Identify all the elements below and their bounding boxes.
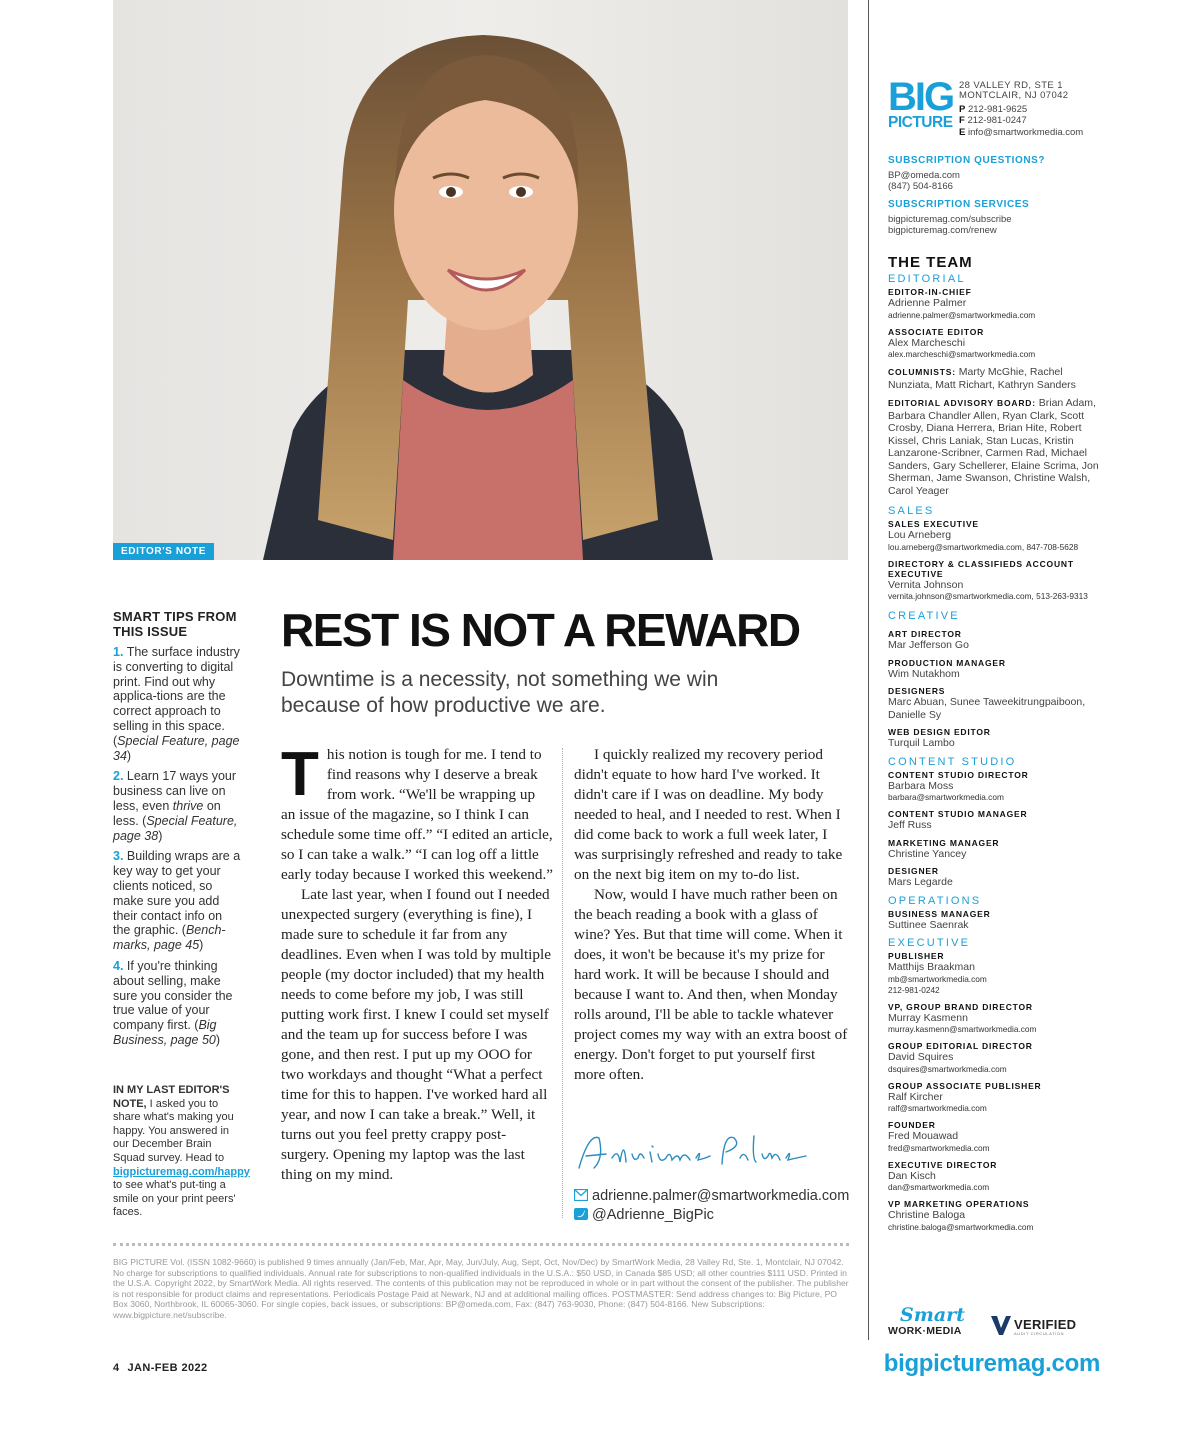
body-column-2 — [574, 745, 849, 1085]
tip-number: 4. — [113, 958, 124, 973]
fax-label: F — [959, 115, 965, 127]
tip-text: Learn 17 ways your business can live on less, even — [113, 769, 237, 813]
phone-line — [959, 104, 1083, 115]
signature — [574, 1128, 814, 1178]
role-title: CONTENT STUDIO DIRECTOR — [888, 769, 1029, 780]
person-email: lou.arneberg@smartworkmedia.com, 847-708-5628 — [888, 541, 1079, 552]
fineprint-divider — [113, 1243, 849, 1246]
person-names: Brian Adam, Barbara Chandler Allen, Ryan Clark, Scott Crosby, Diana Herrera, Brian Hite, Robert Kissel, Chris Laniak, Stan Lucas, Kristin Lanzarone-Scribner, Carmen Rad, Michael Sanders, Gary Schellerer, Elaine Scrima, Jon Sherman, Jame Swanson, Christine Walsh, Carol Yeager — [888, 397, 1099, 497]
tip-reference: Special Feature, page 34 — [113, 733, 240, 763]
twitter-icon — [574, 1208, 588, 1220]
person-name: Fred Mouawad — [888, 1130, 959, 1142]
role-title: BUSINESS MANAGER — [888, 908, 991, 919]
role-title: COLUMNISTS: — [888, 367, 956, 377]
team-masthead — [888, 254, 1108, 1233]
address-line: MONTCLAIR, NJ 07042 — [959, 90, 1069, 102]
person-name: Christine Yancey — [888, 847, 967, 860]
tip-tail: ) — [199, 938, 204, 953]
role-title: GROUP ASSOCIATE PUBLISHER — [888, 1080, 1042, 1091]
dept-executive: EXECUTIVE — [888, 937, 971, 949]
person-name: Lou Arneberg — [888, 529, 952, 541]
dept-creative: CREATIVE — [888, 610, 960, 622]
body-paragraph: I quickly realized my recovery period didn't equate to how hard I've worked. It didn't care if I was on deadline. My body needed to heal, and I needed to rest. When I did come back to work a full week later, I was surprisingly refreshed and ready to take on the next big item on my to-do list. — [574, 746, 843, 883]
role-title: VP, GROUP BRAND DIRECTOR — [888, 1001, 1033, 1012]
tip-text: The surface industry is converting to digital print. Find out why applica-tions are the correct approach to selling in this space. ( — [113, 645, 240, 748]
role-title: DESIGNER — [888, 866, 939, 876]
fax-value: 212-981-0247 — [967, 115, 1027, 127]
person-name: Barbara Moss — [888, 779, 954, 792]
dept-editorial: EDITORIAL — [888, 273, 966, 285]
person-name: Murray Kasmenn — [888, 1011, 968, 1024]
person-name: David Squires — [888, 1051, 954, 1063]
tip-reference: Bench-marks, page 45 — [113, 923, 226, 953]
person-email: vernita.johnson@smartworkmedia.com, 513-263-9313 — [888, 591, 1088, 601]
editors-note-tag: EDITOR'S NOTE — [113, 543, 214, 560]
page-number: 4 — [113, 1362, 120, 1374]
role-title: GROUP EDITORIAL DIRECTOR — [888, 1041, 1033, 1051]
last-note-lead: IN MY LAST EDITOR'S NOTE, — [113, 1084, 230, 1110]
email-label: E — [959, 126, 966, 138]
person-name: Alex Marcheschi — [888, 336, 966, 349]
email-line — [959, 127, 1083, 138]
person-email: dsquires@smartworkmedia.com — [888, 1063, 1007, 1074]
body-paragraph: his notion is tough for me. I tend to find reasons why I deserve a break from work. “We'll be wrapping up an issue of the magazine, so I think I can schedule some time off.” “I edited an article, so I can take a walk.” “I can log off a little early today because I worked this weekend.” — [281, 746, 553, 883]
tip-item — [113, 959, 241, 1048]
verified-text: VERIFIED — [1014, 1317, 1077, 1332]
person-name: Christine Baloga — [888, 1209, 966, 1221]
tip-reference: Big Business, page 50 — [113, 1018, 217, 1047]
publisher-logos — [888, 1304, 1103, 1340]
role-title: SALES EXECUTIVE — [888, 519, 979, 529]
email-value: info@smartworkmedia.com — [967, 126, 1084, 138]
last-editors-note — [113, 1084, 250, 1220]
masthead-contacts — [959, 104, 1083, 138]
dek: Downtime is a necessity, not something we win because of how productive we are. — [281, 668, 719, 717]
page-folio — [113, 1362, 216, 1374]
smartwork-logo-text: WORK·MEDIA — [888, 1325, 962, 1337]
person-email: barbara@smartworkmedia.com — [888, 792, 1004, 802]
big-picture-logo — [888, 75, 954, 136]
team-heading: THE TEAM — [888, 254, 973, 271]
masthead-address — [959, 81, 1069, 101]
person-email: adrienne.palmer@smartworkmedia.com — [888, 309, 1036, 320]
advisory-board — [888, 397, 1108, 497]
phone-label: P — [959, 104, 966, 115]
tip-tail: ) — [215, 1032, 221, 1047]
tip-emphasis: thrive — [172, 798, 204, 813]
fax-line — [959, 115, 1083, 126]
tip-tail: ) — [126, 748, 132, 763]
role-title: MARKETING MANAGER — [888, 837, 1000, 848]
smart-tips-heading: SMART TIPS FROM THIS ISSUE — [113, 609, 237, 639]
person-name: Matthijs Braakman — [888, 961, 975, 973]
verified-check-icon — [990, 1314, 1012, 1336]
person-names: Marc Abuan, Sunee Taweekitrungpaiboon, Danielle Sy — [888, 696, 1086, 721]
role-title: DESIGNERS — [888, 686, 946, 696]
verified-audit-logo — [990, 1314, 1102, 1338]
subscription-services-heading: SUBSCRIPTION SERVICES — [888, 199, 1030, 210]
subscription-phone: (847) 504-8166 — [888, 181, 953, 192]
address-line: 28 VALLEY RD, STE 1 — [959, 80, 1063, 91]
columnists — [888, 366, 1108, 391]
person-email: alex.marcheschi@smartworkmedia.com — [888, 349, 1036, 359]
person-name: Suttinee Saenrak — [888, 918, 969, 931]
tip-text: Building wraps are a key way to get your clients noticed, so make sure you add their contact info on the graphic. ( — [113, 849, 241, 938]
last-note-text: I asked you to share what's making you happy. You answered in our December Brain Squad survey. Head to — [113, 1097, 234, 1164]
publication-fineprint: BIG PICTURE Vol. (ISSN 1082-9660) is published 9 times annually (Jan/Feb, Mar, Apr, May, Jun/July, Aug, Sept, Oct, Nov/Dec) by SmartWork Media, 28 Valley Rd, Ste. 1, Montclair, NJ 07042. No charge for subscriptions to qualified individuals. Annual rate for subscriptions to non-qualified individuals in the U.S.A.: $50 USD, in Canada $85 USD; all other countries $111 USD. Printed in the U.S.A. Copyright 2022, by SmartWork Media. All rights reserved. The contents of this publication may not be reproduced in whole or in part without the consent of the publisher. The publisher is not responsible for product claims and representations. Periodicals Postage Paid at Newark, NJ and at additional mailing offices. POSTMASTER: Send address changes to: Big Picture, PO Box 3060, Northbrook, IL 60065-3060. For single copies, back issues, or subscriptions: BP@omeda.com, Fax: (847) 763-9030, Phone: (847) 504-8166. New Subscriptions: www.bigpicture.net/subscribe. — [113, 1257, 849, 1320]
editor-photo — [113, 0, 848, 560]
person-name: Vernita Johnson — [888, 578, 964, 591]
smart-tips-list — [113, 645, 241, 1048]
author-twitter-text: @Adrienne_BigPic — [592, 1207, 714, 1223]
person-name: Dan Kisch — [888, 1169, 936, 1182]
tip-text: If you're thinking about selling, make sure you consider the true value of your company first. ( — [113, 958, 233, 1033]
role-title: VP MARKETING OPERATIONS — [888, 1199, 1030, 1209]
person-email: mb@smartworkmedia.com — [888, 973, 987, 984]
body-paragraph: Now, would I have much rather been on the beach reading a book with a glass of wine? Yes. But that time will come. When it does, it won't be because it's my prize for hard work. It will be because I should and because I want to. And then, when Monday rolls around, I'll be able to tackle whatever project comes my way with an extra boost of energy. Don't forget to put yourself first more often. — [574, 886, 848, 1083]
column-divider — [562, 748, 563, 1218]
person-email: dan@smartworkmedia.com — [888, 1182, 990, 1192]
smartwork-media-logo — [888, 1304, 978, 1340]
person-name: Mar Jefferson Go — [888, 639, 969, 651]
drop-cap: T — [281, 740, 319, 809]
subscription-services — [888, 199, 1088, 236]
tip-item — [113, 769, 241, 843]
logo-big: BIG — [888, 75, 954, 119]
person-name: Mars Legarde — [888, 876, 953, 888]
logo-picture: PICTURE — [888, 114, 953, 131]
subscription-questions-heading: SUBSCRIPTION QUESTIONS? — [888, 155, 1046, 166]
person-email: christine.baloga@smartworkmedia.com — [888, 1221, 1034, 1232]
body-column-1 — [281, 740, 553, 1185]
subscription-email: BP@omeda.com — [888, 170, 960, 181]
person-name: Ralf Kircher — [888, 1090, 943, 1103]
last-note-text: to see what's put-ting a smile on your print peers' faces. — [113, 1179, 236, 1219]
tip-item — [113, 849, 241, 953]
masthead-divider — [868, 0, 869, 1340]
role-title: EDITORIAL ADVISORY BOARD: — [888, 398, 1036, 408]
role-title: EXECUTIVE DIRECTOR — [888, 1159, 998, 1170]
dept-content-studio: CONTENT STUDIO — [888, 755, 1017, 768]
person-name: Jeff Russ — [888, 819, 932, 831]
person-email: murray.kasmenn@smartworkmedia.com — [888, 1024, 1037, 1034]
role-title: CONTENT STUDIO MANAGER — [888, 809, 1028, 819]
role-title: EDITOR-IN-CHIEF — [888, 287, 972, 297]
tip-number: 2. — [113, 769, 124, 784]
tip-item — [113, 645, 241, 763]
site-url[interactable]: bigpicturemag.com — [883, 1350, 1100, 1377]
person-name: Adrienne Palmer — [888, 297, 967, 309]
renew-link[interactable]: bigpicturemag.com/renew — [888, 225, 997, 236]
headline: REST IS NOT A REWARD — [281, 604, 800, 656]
tip-text: on less. ( — [113, 798, 221, 828]
tip-reference: Special Feature, page 38 — [113, 813, 238, 843]
subscribe-link[interactable]: bigpicturemag.com/subscribe — [888, 214, 1012, 225]
happy-link[interactable]: bigpicturemag.com/happy — [113, 1165, 250, 1178]
mail-icon — [574, 1189, 588, 1201]
role-title: WEB DESIGN EDITOR — [888, 727, 991, 737]
person-email: fred@smartworkmedia.com — [888, 1142, 990, 1153]
role-title: FOUNDER — [888, 1120, 936, 1130]
person-name: Wim Nutakhom — [888, 667, 960, 680]
tip-number: 1. — [113, 645, 124, 659]
person-names: Marty McGhie, Rachel Nunziata, Matt Richart, Kathryn Sanders — [888, 366, 1076, 391]
dept-sales: SALES — [888, 505, 935, 517]
tip-number: 3. — [113, 849, 124, 864]
phone-value: 212-981-9625 — [967, 104, 1028, 115]
role-title: ASSOCIATE EDITOR — [888, 326, 985, 337]
smartwork-logo-smart: Smart — [900, 1304, 965, 1326]
person-name: Turquil Lambo — [888, 737, 955, 749]
role-title: PUBLISHER — [888, 951, 945, 961]
verified-subtext: AUDIT CIRCULATION — [1014, 1331, 1065, 1336]
author-email[interactable] — [574, 1187, 849, 1205]
author-twitter[interactable] — [574, 1206, 714, 1224]
person-email: ralf@smartworkmedia.com — [888, 1103, 987, 1113]
smart-tips — [113, 609, 241, 1054]
author-email-text: adrienne.palmer@smartworkmedia.com — [592, 1188, 850, 1204]
body-paragraph: Late last year, when I found out I needed unexpected surgery (everything is fine), I made sure to schedule it far from any deadlines. Even when I was told by multiple people (my doctor included) that my health needs to come before my job, I was still putting work first. I knew I could set myself and the team up for success before I was gone, and then rest. I put up my OOO for two workdays and thought “What a perfect time for this to happen. I've worked hard all year, and now I can take a break.” Well, it turns out you feel pretty crappy post-surgery. Opening my laptop was the last thing on my mind. — [281, 886, 551, 1183]
role-title: ART DIRECTOR — [888, 629, 962, 639]
subscription-questions — [888, 155, 1088, 192]
dept-operations: OPERATIONS — [888, 894, 982, 907]
tip-tail: ) — [158, 828, 163, 843]
role-title: PRODUCTION MANAGER — [888, 657, 1006, 668]
issue-date: JAN-FEB 2022 — [127, 1362, 208, 1374]
role-title: DIRECTORY & CLASSIFIEDS ACCOUNT EXECUTIVE — [888, 558, 1074, 579]
person-phone: 212-981-0242 — [888, 984, 940, 995]
